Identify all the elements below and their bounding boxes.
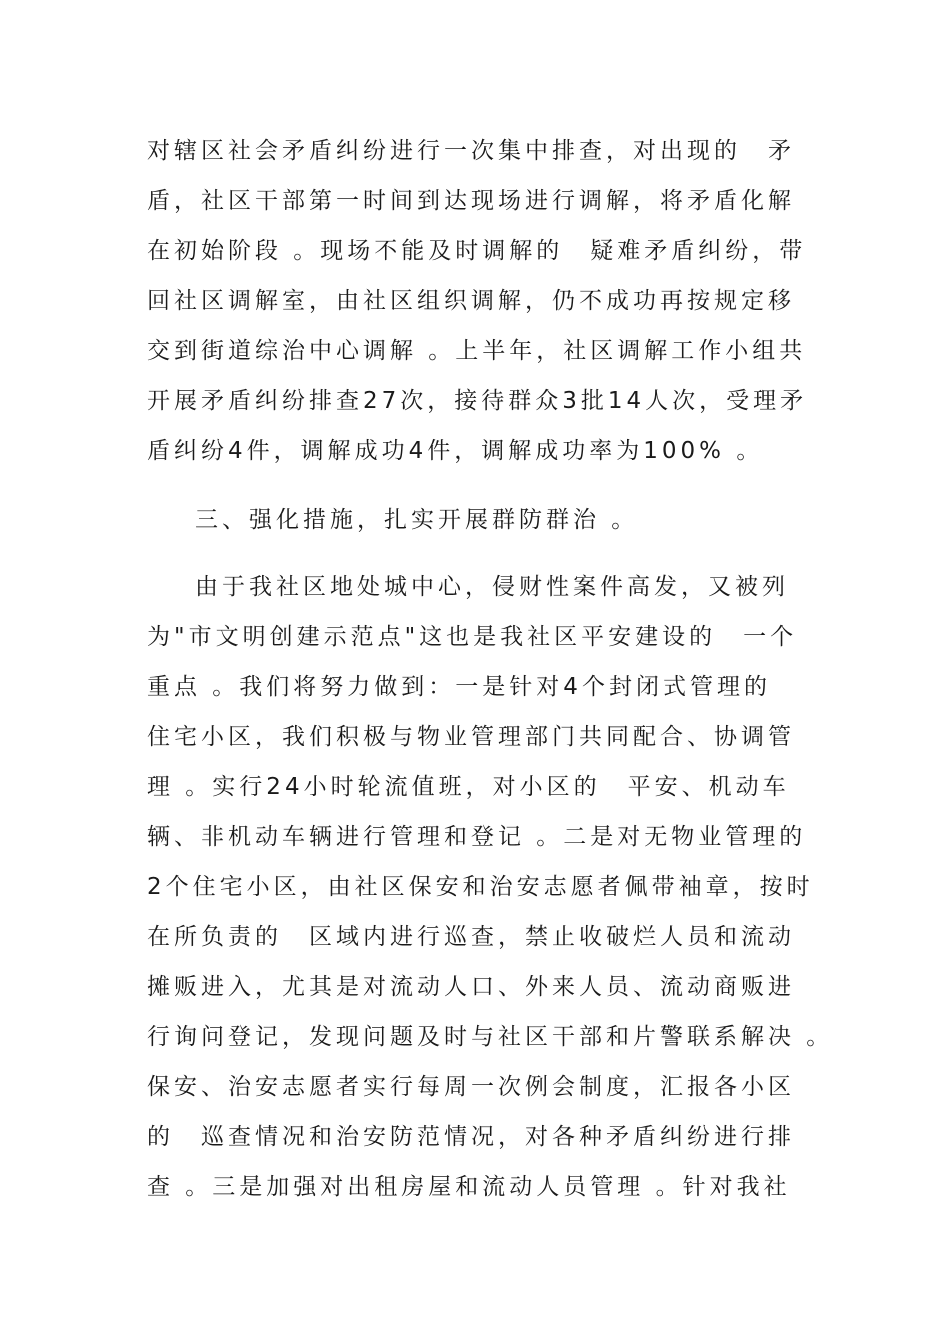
paragraph-first-line: 由于我社区地处城中心，侵财性案件高发，又被列 [195,574,789,600]
text-line: 查 。三是加强对出租房屋和流动人员管理 。针对我社 [147,1174,791,1200]
text-line: 为"市文明创建示范点"这也是我社区平安建设的 一个 [147,624,798,650]
text-line: 保安、治安志愿者实行每周一次例会制度，汇报各小区 [147,1074,795,1100]
text-line: 盾，社区干部第一时间到达现场进行调解，将矛盾化解 [147,188,795,214]
text-line: 行询问登记，发现问题及时与社区干部和片警联系解决 。 [147,1024,834,1050]
text-line: 盾纠纷4件，调解成功4件，调解成功率为100% 。 [147,438,764,464]
text-line: 理 。实行24小时轮流值班，对小区的 平安、机动车 [147,774,790,800]
text-line: 对辖区社会矛盾纠纷进行一次集中排查，对出现的 矛 [147,138,795,164]
text-line: 住宅小区，我们积极与物业管理部门共同配合、协调管 [147,724,795,750]
text-line: 重点 。我们将努力做到：一是针对4个封闭式管理的 [147,674,771,700]
section-heading: 三、强化措施，扎实开展群防群治 。 [195,507,639,533]
text-line: 辆、非机动车辆进行管理和登记 。二是对无物业管理的 [147,824,807,850]
text-line: 在初始阶段 。现场不能及时调解的 疑难矛盾纠纷，带 [147,238,807,264]
text-line: 在所负责的 区域内进行巡查，禁止收破烂人员和流动 [147,924,795,950]
text-line: 开展矛盾纠纷排查27次，接待群众3批14人次，受理矛 [147,388,808,414]
text-line: 回社区调解室，由社区组织调解，仍不成功再按规定移 [147,288,795,314]
text-line: 2个住宅小区，由社区保安和治安志愿者佩带袖章，按时 [147,874,814,900]
text-line: 的 巡查情况和治安防范情况，对各种矛盾纠纷进行排 [147,1124,795,1150]
text-line: 摊贩进入，尤其是对流动人口、外来人员、流动商贩进 [147,974,795,1000]
text-line: 交到街道综治中心调解 。上半年，社区调解工作小组共 [147,338,807,364]
